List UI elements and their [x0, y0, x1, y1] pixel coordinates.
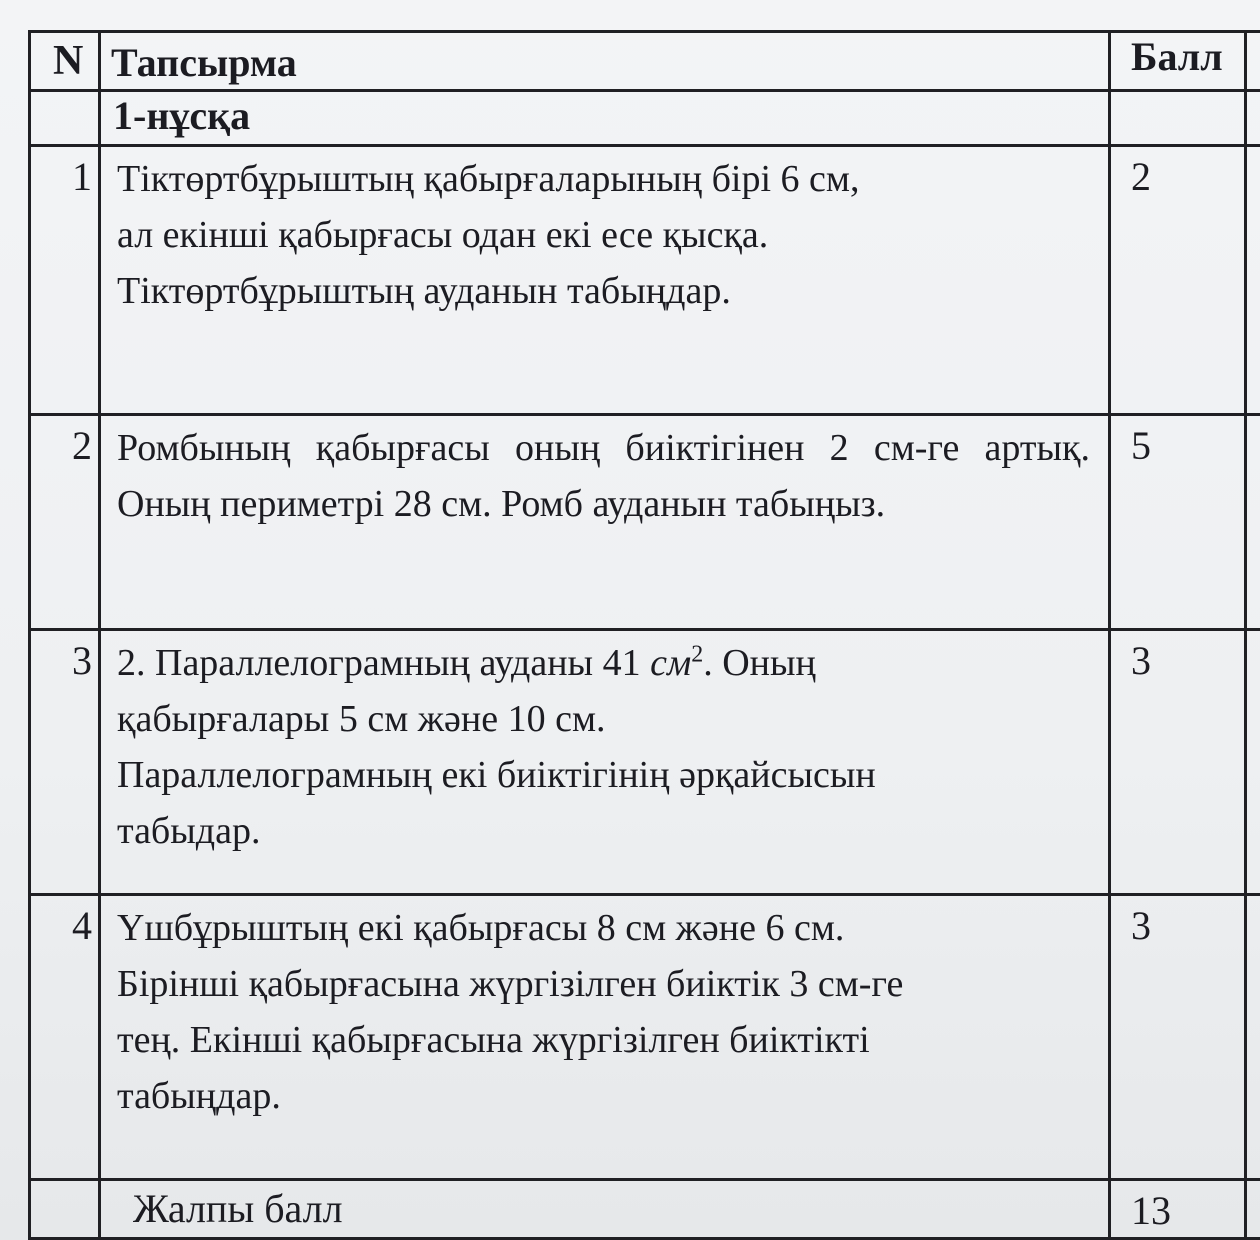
extra-cell — [1246, 1180, 1260, 1239]
task-line: Параллелограмның екі биіктігінің әрқайсысын — [117, 754, 876, 796]
empty-cell — [1110, 91, 1246, 146]
task-line: Бірінші қабырғасына жүргізілген биіктік 3 см-ге — [117, 963, 904, 1005]
header-row — [30, 32, 1260, 91]
task-line: тең. Екінші қабырғасына жүргізілген биіктікті — [117, 1019, 870, 1061]
unit-text: см — [650, 642, 692, 684]
header-task: Тапсырма — [100, 32, 1110, 91]
task-number: 1 — [30, 146, 100, 415]
extra-cell — [1246, 32, 1260, 91]
task-line-suffix: . Оның — [703, 642, 816, 684]
empty-cell — [30, 1180, 100, 1239]
variant-row — [30, 91, 1260, 146]
variant-label: 1-нұсқа — [100, 91, 1110, 146]
task-number: 2 — [30, 415, 100, 630]
task-text — [100, 630, 1110, 895]
task-line: Үшбұрыштың екі қабырғасы 8 см және 6 см. — [117, 907, 845, 949]
total-label: Жалпы балл — [100, 1180, 1110, 1239]
task-line: Тіктөртбұрыштың ауданын табыңдар. — [117, 270, 731, 312]
unit-exponent: 2 — [691, 641, 704, 668]
task-ball: 3 — [1110, 630, 1246, 895]
task-line: табыдар. — [117, 810, 261, 852]
extra-cell — [1246, 895, 1260, 1180]
task-line: қабырғалары 5 см және 10 см. — [117, 698, 606, 740]
extra-cell — [1246, 146, 1260, 415]
header-ball: Балл — [1110, 32, 1246, 91]
extra-cell — [1246, 91, 1260, 146]
task-line: Тіктөртбұрыштың қабырғаларының бірі 6 см, — [117, 158, 860, 200]
task-table — [28, 30, 1260, 1240]
task-row-4 — [30, 895, 1260, 1180]
task-row-1 — [30, 146, 1260, 415]
task-number: 4 — [30, 895, 100, 1180]
task-text — [100, 146, 1110, 415]
task-text — [100, 895, 1110, 1180]
task-line: табыңдар. — [117, 1075, 281, 1117]
task-ball: 2 — [1110, 146, 1246, 415]
header-num: N — [30, 32, 100, 91]
task-ball: 5 — [1110, 415, 1246, 630]
task-line — [117, 635, 1108, 691]
task-row-3 — [30, 630, 1260, 895]
task-text: Ромбының қабырғасы оның биіктігінен 2 см-ге артық. Оның периметрі 28 см. Ромб ауданын табыңыз. — [100, 415, 1110, 630]
extra-cell — [1246, 415, 1260, 630]
empty-cell — [30, 91, 100, 146]
extra-cell — [1246, 630, 1260, 895]
total-row — [30, 1180, 1260, 1239]
task-row-2 — [30, 415, 1260, 630]
task-ball: 3 — [1110, 895, 1246, 1180]
total-ball: 13 — [1110, 1180, 1246, 1239]
task-number: 3 — [30, 630, 100, 895]
task-line-prefix: 2. Параллелограмның ауданы 41 — [117, 642, 651, 684]
task-line: ал екінші қабырғасы одан екі есе қысқа. — [117, 214, 769, 256]
